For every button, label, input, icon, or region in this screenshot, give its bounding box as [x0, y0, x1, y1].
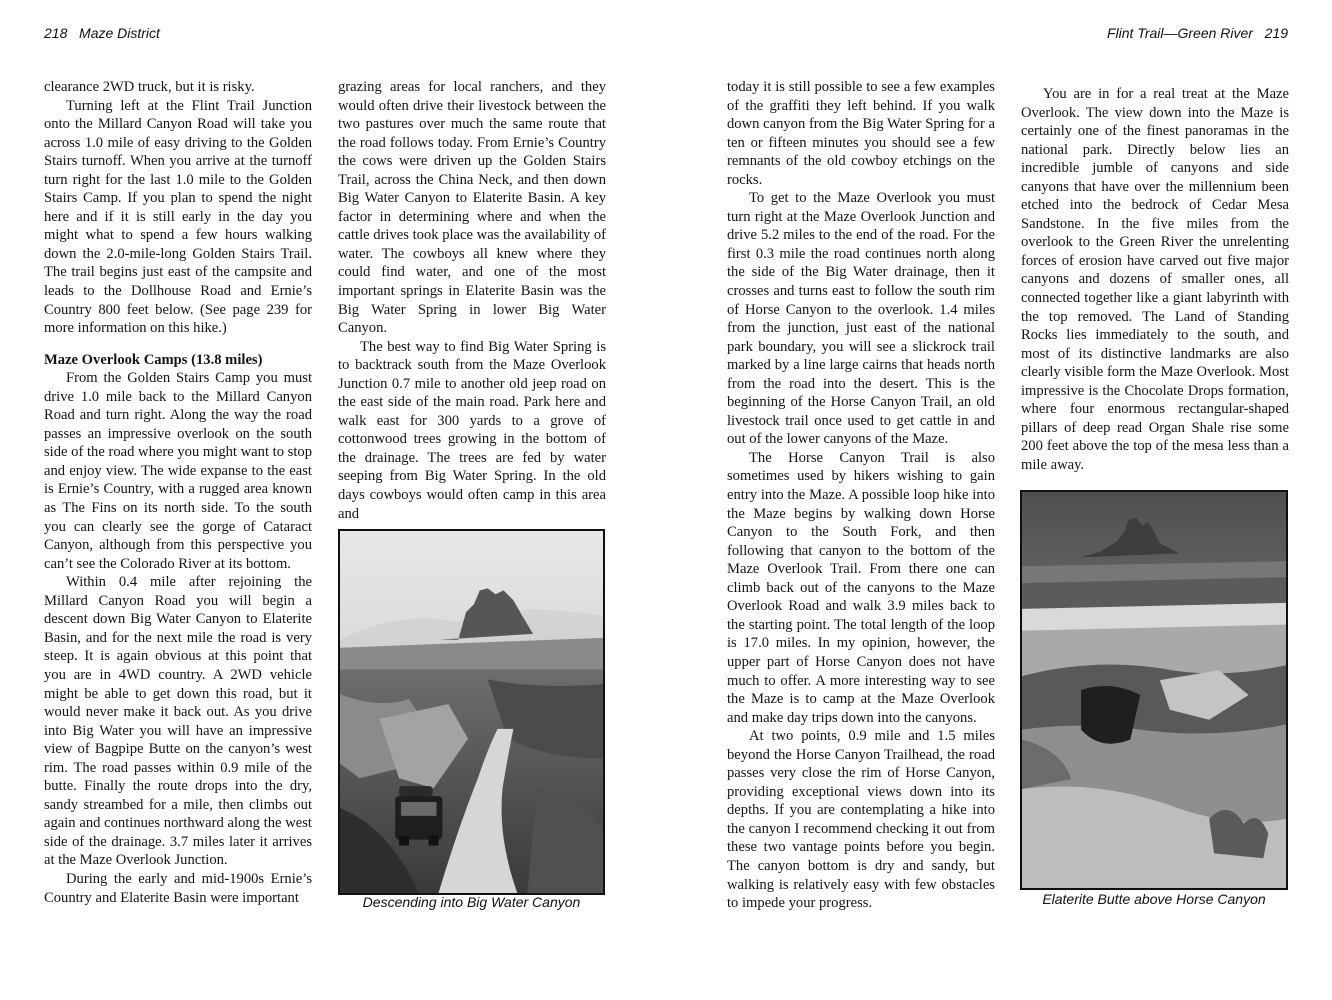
- paragraph: At two points, 0.9 mile and 1.5 miles beyond the Horse Canyon Trailhead, the road passes very close the rim of Horse Canyon, providing exceptional views down into its depths. If you are contemplating a hike into the canyon I recommend checking it out from these two vantage points before you begin. The canyon bottom is dry and sandy, but walking is relatively easy with few obstacles to impede your progress.: [727, 728, 995, 912]
- right-column-2: [1021, 85, 1289, 474]
- photo-illustration: [340, 531, 603, 893]
- paragraph: From the Golden Stairs Camp you must drive 1.0 mile back to the Millard Canyon Road and turn right. Along the way the road passes an impressive overlook on the south side of the road where you might want to stop and enjoy view. The wide expanse to the east is Ernie’s Country, with a rugged area known as The Fins on its north side. To the south you can clearly see the gorge of Cataract Canyon, although from this perspective you can’t see the Colorado River at its bottom.: [44, 370, 312, 572]
- photo-big-water-canyon: [338, 529, 605, 895]
- left-column-2: [338, 78, 606, 523]
- left-page-header: [44, 24, 160, 42]
- paragraph: today it is still possible to see a few examples of the graffiti they left behind. If you walk down canyon from the Big Water Spring for a ten or fifteen minutes you should see a few remnants of the old cowboy etchings on the rocks.: [727, 79, 995, 188]
- photo-caption-left: Descending into Big Water Canyon: [362, 894, 581, 910]
- paragraph: The best way to find Big Water Spring is to backtrack south from the Maze Overlook Junction 0.7 mile to another old jeep road on the east side of the main road. Park here and walk east for 300 yards to a grove of cottonwood trees growing in the bottom of the drainage. The trees are fed by water seeping from Big Water Spring. In the old days cowboys would often camp in this area and: [338, 338, 606, 522]
- paragraph: grazing areas for local ranchers, and they would often drive their livestock between the two pastures over much the same route that the road follows today. From Ernie’s Country the cows were driven up the Golden Stairs Trail, across the China Neck, and then down Big Water Canyon to Elaterite Basin. A key factor in determining where and when the cattle drives took place was the availability of water. The cowboys all knew where they could find water, and one of the most important springs in Elaterite Basin was the Big Water Spring in lower Big Water Canyon.: [338, 79, 606, 337]
- left-page-number: 218: [44, 25, 68, 41]
- photo-illustration: [1022, 492, 1286, 888]
- section-heading: Maze Overlook Camps (13.8 miles): [44, 351, 263, 368]
- photo-caption-right: Elaterite Butte above Horse Canyon: [1042, 891, 1266, 907]
- left-column-1: [44, 78, 312, 907]
- paragraph: Turning left at the Flint Trail Junction onto the Millard Canyon Road will take you across 1.0 mile of easy driving to the Golden Stairs turnoff. When you arrive at the turnoff turn right for the last 1.0 mile to the Golden Stairs Camp. If you plan to spend the night here and if it is still early in the day you might what to spend a few hours walking down the 2.0-mile-long Golden Stairs Trail. The trail begins just east of the campsite and leads to the Dollhouse Road and Ernie’s Country 800 feet below. (See page 239 for more information on this hike.): [44, 97, 312, 337]
- right-column-1: [727, 78, 995, 913]
- right-page-number: 219: [1264, 25, 1288, 41]
- paragraph: clearance 2WD truck, but it is risky.: [44, 79, 255, 95]
- paragraph: The Horse Canyon Trail is also sometimes used by hikers wishing to gain entry into the Maze. A possible loop hike into the Maze begins by walking down Horse Canyon to the South Fork, and then following that canyon to the bottom of the Maze Overlook Trail. From there one can climb back out of the canyons to the Maze Overlook Road and walk 3.9 miles back to the starting point. The total length of the loop is 17.0 miles. In my opinion, however, the upper part of Horse Canyon does not have much to offer. A more interesting way to see the Maze is to camp at the Maze Overlook and make day trips down into the canyons.: [727, 449, 995, 726]
- photo-elaterite-butte: [1020, 490, 1288, 890]
- right-running-title: Flint Trail—Green River: [1106, 25, 1253, 41]
- right-page-header: [1107, 24, 1288, 42]
- paragraph: To get to the Maze Overlook you must turn right at the Maze Overlook Junction and drive 5.2 miles to the end of the road. For the first 0.3 mile the road continues north along the side of the Big Water drainage, then it crosses and turns east to follow the south rim of Horse Canyon to the overlook. 1.4 miles from the junction, just east of the national park boundary, you will see a slickrock trail marked by a line large cairns that heads north from the road into the desert. This is the beginning of the Horse Canyon Trail, an old livestock trail once used to get cattle in and out of the lower canyons of the Maze.: [727, 190, 995, 448]
- paragraph: You are in for a real treat at the Maze Overlook. The view down into the Maze is certainly one of the finest panoramas in the national park. Directly below lies an incredible jumble of canyons and side canyons that have over the millennium been etched into the bedrock of Cedar Mesa Sandstone. In the five miles from the overlook to the Green River the unrelenting forces of erosion have carved out five major canyons and dozens of smaller ones, all connected together like a giant labyrinth with the top removed. The Land of Standing Rocks lies immediately to the south, and most of its distinctive landmarks are also clearly visible form the Maze Overlook. Most impressive is the Chocolate Drops formation, where four enormous rectangular-shaped pillars of deep read Organ Shale rise some 200 feet above the top of the mesa less than a mile away.: [1021, 86, 1289, 473]
- paragraph: Within 0.4 mile after rejoining the Millard Canyon Road you will begin a descent down Big Water Canyon to Elaterite Basin, and for the next mile the road is very steep. It is again obvious at this point that you are in 4WD country. A 2WD vehicle might be able to get down this road, but it would never make it back out. As you drive into Big Water you will have an impressive view of Bagpipe Butte on the canyon’s west rim. The road passes within 0.9 mile of the butte. Finally the route drops into the dry, sandy streambed for a mile, then climbs out again and continues northward along the west side of the drainage. 3.7 miles later it arrives at the Maze Overlook Junction.: [44, 574, 312, 869]
- paragraph: During the early and mid-1900s Ernie’s Country and Elaterite Basin were important: [44, 870, 312, 906]
- left-running-title: Maze District: [79, 25, 160, 41]
